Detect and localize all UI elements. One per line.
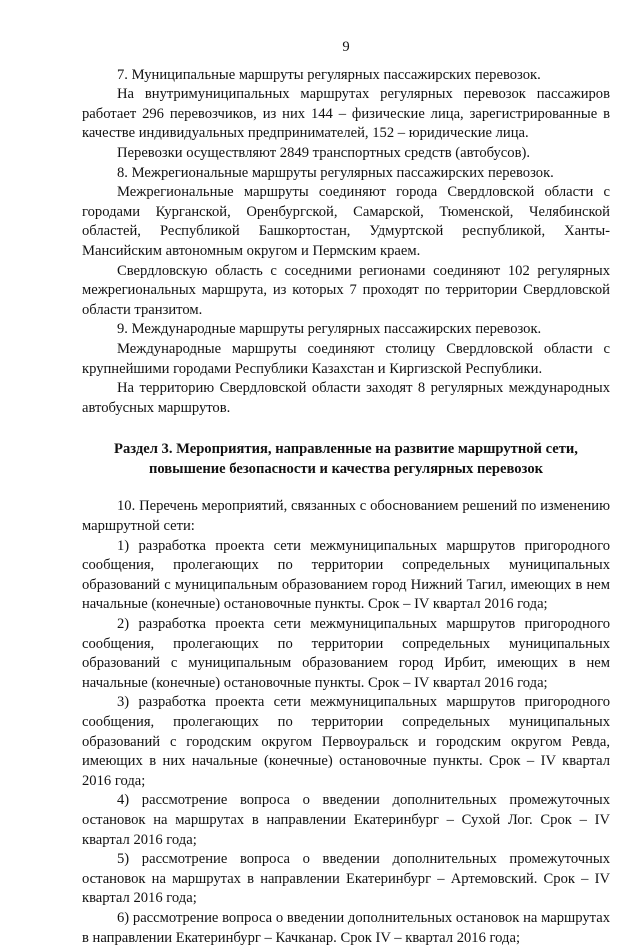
paragraph-municipal-routes-title: 7. Муниципальные маршруты регулярных пассажирских перевозок. [117, 66, 541, 83]
paragraph-international-count: На территорию Свердловской области заходят 8 регулярных международных автобусных маршрутов. [82, 380, 610, 416]
paragraph-intramunicipal-carriers: На внутримуниципальных маршрутах регулярных перевозок пассажиров работает 296 перевозчиков, из них 144 – физические лица, зарегистрированные в качестве индивидуальных предпринимателей, 152 – юридические лица. [82, 86, 610, 142]
page-number: 9 [342, 39, 350, 55]
section-heading-line-1: Раздел 3. Мероприятия, направленные на развитие маршрутной сети, [114, 441, 578, 458]
list-item-irbit: 2) разработка проекта сети межмуниципальных маршрутов пригородного сообщения, пролегающих по территории сопредельных муниципальных образований с муниципальным образованием город Ирбит, имеющих в нем начальные (конечные) остановочные пункты. Срок – IV квартал 2016 года; [82, 616, 610, 691]
paragraph-interregional-count: Свердловскую область с соседними регионами соединяют 102 регулярных межрегиональных маршрута, из которых 7 проходят по территории Свердловской области транзитом. [82, 262, 610, 318]
list-item-sukhoy-log: 4) рассмотрение вопроса о введении дополнительных промежуточных остановок на маршрутах в направлении Екатеринбург – Сухой Лог. Срок – IV квартал 2016 года; [82, 792, 610, 848]
paragraph-international-connections: Международные маршруты соединяют столицу Свердловской области с крупнейшими городами Республики Казахстан и Киргизской Республики. [82, 340, 610, 377]
document-page [82, 38, 610, 948]
paragraph-interregional-routes-title: 8. Межрегиональные маршруты регулярных пассажирских перевозок. [117, 164, 554, 181]
list-item-pervouralsk-revda: 3) разработка проекта сети межмуниципальных маршрутов пригородного сообщения, пролегающих по территории сопредельных муниципальных образований с городским округом Первоуральск и городским округом Ревда, имеющих в них начальные (конечные) остановочные пункты. Срок – IV квартал 2016 года; [82, 694, 610, 789]
paragraph-international-routes-title: 9. Международные маршруты регулярных пассажирских перевозок. [117, 321, 542, 338]
section-heading [82, 440, 610, 479]
paragraph-interregional-connections: Межрегиональные маршруты соединяют города Свердловской области с городами Курганской, Оренбургской, Самарской, Тюменской, Челябинской областей, Республикой Башкортостан, Удмуртской республикой, Ханты-Мансийским автономным округом и Пермским краем. [82, 184, 610, 259]
list-item-nizhny-tagil: 1) разработка проекта сети межмуниципальных маршрутов пригородного сообщения, пролегающих по территории сопредельных муниципальных образований с муниципальным образованием город Нижний Тагил, имеющих в нем начальные (конечные) остановочные пункты. Срок – IV квартал 2016 года; [82, 537, 610, 613]
paragraph-measures-list-intro: 10. Перечень мероприятий, связанных с обоснованием решений по изменению маршрутной сети: [82, 498, 610, 535]
list-item-kachkanar: 6) рассмотрение вопроса о введении дополнительных остановок на маршрутах в направлении Екатеринбург – Качканар. Срок IV – квартал 2016 года; [82, 909, 610, 946]
paragraph-vehicle-count: Перевозки осуществляют 2849 транспортных средств (автобусов). [117, 144, 530, 161]
list-item-artemovsky: 5) рассмотрение вопроса о введении дополнительных промежуточных остановок на маршрутах в направлении Екатеринбург – Артемовский. Срок – IV квартал 2016 года; [82, 851, 610, 907]
section-heading-line-2: повышение безопасности и качества регулярных перевозок [148, 460, 544, 477]
